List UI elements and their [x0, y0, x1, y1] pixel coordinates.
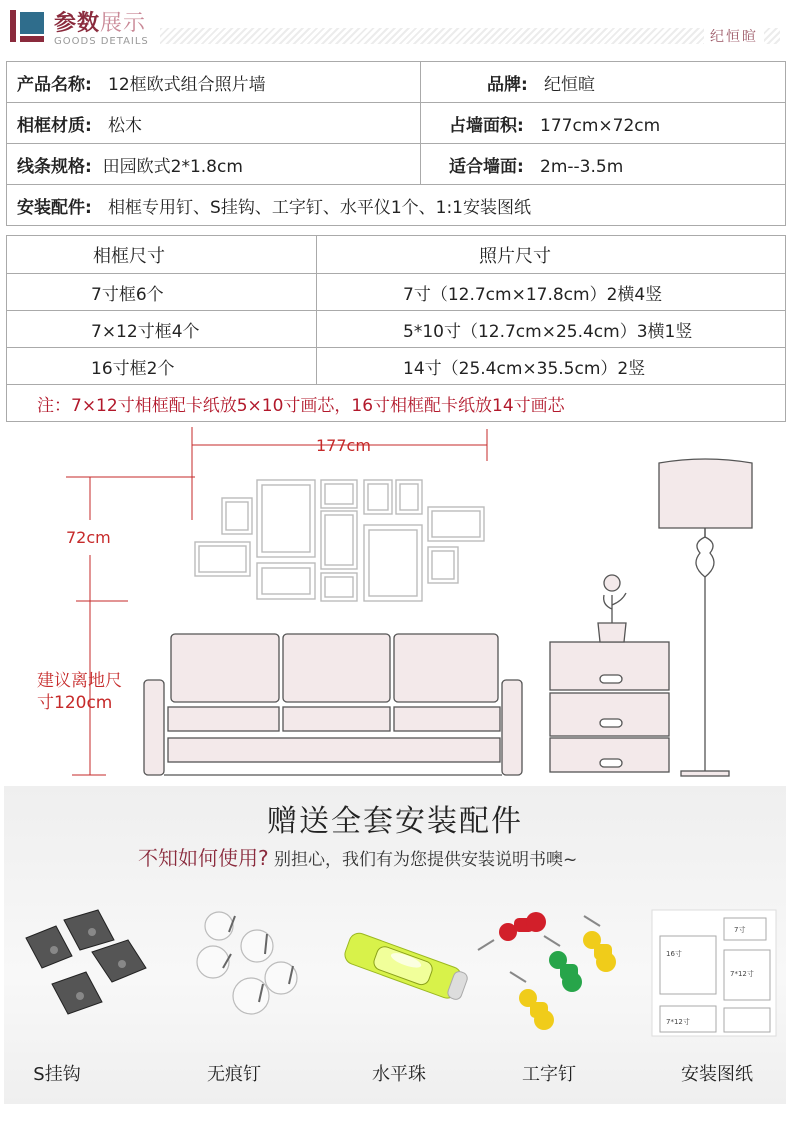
- table-cell: 14寸（25.4cm×35.5cm）2竖: [317, 348, 786, 385]
- accessories-title: 赠送全套安装配件: [267, 804, 523, 839]
- table-row: [7, 144, 786, 185]
- spec-key: 产品名称:: [17, 74, 92, 95]
- tip-text: 别担心，我们有为您提供安装说明书噢~: [274, 850, 578, 870]
- logo-icon: [10, 10, 46, 42]
- accessory-push-pin: [474, 906, 624, 1086]
- accessory-label: S挂钩: [33, 1064, 81, 1085]
- traceless-nail-icon: [169, 906, 319, 1046]
- wall-layout-svg: [0, 425, 790, 785]
- spec-table: [6, 61, 786, 226]
- spec-value: 相框专用钉、S挂钩、工字钉、水平仪1个、1:1安装图纸: [108, 197, 531, 218]
- spec-key: 线条规格:: [17, 156, 92, 177]
- size-table: [6, 235, 786, 422]
- spec-value: 2m--3.5m: [540, 156, 624, 177]
- section-title: 参数展示: [54, 11, 147, 36]
- s-hook-icon: [12, 906, 162, 1046]
- floor-height-label: 建议离地尺: [37, 671, 122, 691]
- size-note: 注：7×12寸相框配卡纸放5×10寸画芯，16寸相框配卡纸放14寸画芯: [7, 385, 786, 422]
- install-drawing-icon: [642, 906, 786, 1046]
- accessory-install-drawing: [642, 906, 786, 1086]
- spec-value: 纪恒暄: [544, 74, 596, 95]
- accessory-label: 工字钉: [522, 1064, 576, 1085]
- spec-key: 安装配件:: [17, 197, 92, 218]
- column-header: 照片尺寸: [317, 236, 786, 274]
- drawing-label: 7寸: [734, 926, 746, 934]
- drawing-label: 7*12寸: [666, 1018, 690, 1026]
- table-cell: 5*10寸（12.7cm×25.4cm）3横1竖: [317, 311, 786, 348]
- spec-value: 松木: [108, 115, 143, 136]
- table-row: [7, 311, 786, 348]
- spirit-level-icon: [334, 906, 484, 1046]
- drawing-label: 16寸: [666, 950, 682, 958]
- spec-value: 177cm×72cm: [540, 115, 661, 136]
- table-row: [7, 274, 786, 311]
- tip-question: 不知如何使用?: [138, 846, 269, 870]
- spec-key: 品牌:: [487, 74, 528, 95]
- spec-key: 占墙面积:: [449, 115, 524, 136]
- floor-height-label-2: 寸120cm: [37, 693, 113, 713]
- width-dimension-label: 177cm: [316, 436, 371, 455]
- spec-key: 适合墙面:: [449, 156, 524, 177]
- push-pin-icon: [474, 906, 624, 1046]
- height-dimension-label: 72cm: [66, 528, 111, 547]
- column-header: 相框尺寸: [7, 236, 317, 274]
- accessory-label: 水平珠: [372, 1064, 426, 1085]
- drawing-label: 7*12寸: [730, 970, 754, 978]
- accessory-spirit-level: [334, 906, 484, 1086]
- table-cell: 16寸框2个: [7, 348, 317, 385]
- spec-value: 12框欧式组合照片墙: [108, 74, 266, 95]
- spec-key: 相框材质:: [17, 115, 92, 136]
- spec-value: 田园欧式2*1.8cm: [102, 156, 243, 177]
- brand-tag: 纪恒暄: [704, 26, 764, 46]
- accessory-traceless-nail: [169, 906, 319, 1086]
- table-cell: 7×12寸框4个: [7, 311, 317, 348]
- decor-stripe: [160, 28, 780, 44]
- accessories-section: [4, 786, 786, 1104]
- table-row: [7, 385, 786, 422]
- accessory-s-hook: [12, 906, 162, 1086]
- table-row: [7, 103, 786, 144]
- table-header-row: [7, 236, 786, 274]
- table-cell: 7寸框6个: [7, 274, 317, 311]
- accessory-label: 无痕钉: [207, 1064, 261, 1085]
- accessories-tip: [138, 842, 577, 871]
- table-row: [7, 185, 786, 226]
- table-cell: 7寸（12.7cm×17.8cm）2横4竖: [317, 274, 786, 311]
- section-subtitle: GOODS DETAILS: [54, 36, 149, 47]
- table-row: [7, 62, 786, 103]
- wall-layout-diagram: [0, 425, 790, 785]
- accessory-label: 安装图纸: [681, 1064, 753, 1085]
- section-header: [0, 0, 790, 52]
- table-row: [7, 348, 786, 385]
